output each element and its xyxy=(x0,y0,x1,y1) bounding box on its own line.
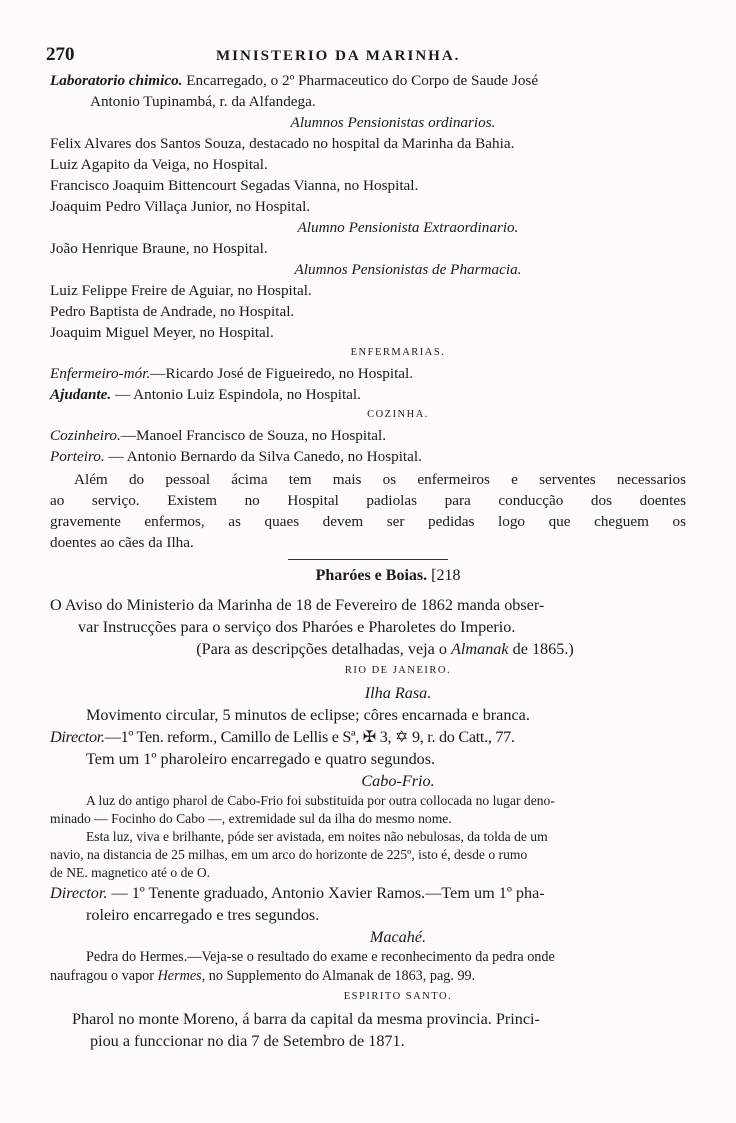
enfermeiro-mor-text: —Ricardo José de Figueiredo, no Hospital. xyxy=(150,365,414,382)
desc-almanak: Almanak xyxy=(451,640,509,658)
heading-rio-de-janeiro: RIO DE JANEIRO. xyxy=(344,665,452,676)
cabo-line: Esta luz, viva e brilhante, póde ser avistada, em noites não nebulosas, da tolda de um xyxy=(86,829,548,844)
macahe-line1: Pedra do Hermes.—Veja-se o resultado do exame e reconhecimento da pedra onde xyxy=(86,949,555,965)
enfermeiro-mor-lead: Enfermeiro-mór. xyxy=(50,365,151,382)
porteiro-lead: Porteiro. xyxy=(50,448,105,465)
rasa-director-text: —1º Ten. reform., Camillo de Lellis e Sª, ✠ 3, ✡ 9, r. do Catt., 77. xyxy=(104,728,515,746)
lab-line1: Encarregado, o 2º Pharmaceutico do Corpo de Saude José xyxy=(182,72,539,89)
heading-ilha-rasa: Ilha Rasa. xyxy=(364,684,432,702)
ajudante-entry xyxy=(50,384,686,405)
desc-a: (Para as descripções detalhadas, veja o xyxy=(196,640,452,658)
porteiro-text: — Antonio Bernardo da Silva Canedo, no Hospital. xyxy=(104,448,422,465)
macahe-line2 xyxy=(50,967,686,986)
descriptions-note xyxy=(50,638,686,660)
heading-pensionistas-ordinarios: Alumnos Pensionistas ordinarios. xyxy=(290,114,496,131)
section-title xyxy=(50,564,686,588)
lab-entry xyxy=(50,70,686,91)
paragraph-line: Além do pessoal ácima tem mais os enfermeiros e serventes necessarios xyxy=(74,471,686,488)
es-line2: piou a funccionar no dia 7 de Setembro de 1871. xyxy=(90,1032,405,1050)
cabo-line: de NE. magnetico até o de O. xyxy=(50,865,211,880)
paragraph-line: doentes ao cães da Ilha. xyxy=(50,534,194,551)
cabo-director xyxy=(50,882,686,904)
ajudante-text: — Antonio Luiz Espindola, no Hospital. xyxy=(111,386,361,403)
cabo-director-line2: roleiro encarregado e tres segundos. xyxy=(86,906,320,924)
page-header xyxy=(46,44,686,70)
lab-lead: Laboratorio chimico. xyxy=(50,72,183,89)
list-item: Francisco Joaquim Bittencourt Segadas Vianna, no Hospital. xyxy=(50,177,419,194)
cabo-director-lead: Director. xyxy=(50,884,108,902)
section-number: [218 xyxy=(427,567,461,584)
paragraph-line: ao serviço. Existem no Hospital padiolas para conducção dos doentes xyxy=(50,492,686,509)
list-item: Luiz Agapito da Veiga, no Hospital. xyxy=(50,156,268,173)
list-item: Felix Alvares dos Santos Souza, destacado no hospital da Marinha da Bahia. xyxy=(50,135,515,152)
lab-line2: Antonio Tupinambá, r. da Alfandega. xyxy=(90,93,316,110)
aviso-line2: var Instrucções para o serviço dos Pharóes e Pharoletes do Imperio. xyxy=(78,618,516,636)
mac2-a: naufragou o vapor xyxy=(50,968,158,984)
heading-macahe: Macahé. xyxy=(369,928,427,946)
ajudante-lead: Ajudante. xyxy=(50,386,112,403)
cozinheiro-lead: Cozinheiro. xyxy=(50,427,121,444)
rasa-movimento: Movimento circular, 5 minutos de eclipse; côres encarnada e branca. xyxy=(86,706,530,724)
rasa-director-lead: Director. xyxy=(50,728,105,746)
paragraph-line: gravemente enfermos, as quaes devem ser pedidas logo que cheguem os xyxy=(50,513,686,530)
rasa-tem: Tem um 1º pharoleiro encarregado e quatro segundos. xyxy=(86,750,436,768)
heading-enfermarias: ENFERMARIAS. xyxy=(350,347,446,358)
list-item: João Henrique Braune, no Hospital. xyxy=(50,240,268,257)
cabo-line: navio, na distancia de 25 milhas, em um arco do horizonte de 225º, isto é, desde o rumo xyxy=(50,847,528,862)
cabo-director-text: — 1º Tenente graduado, Antonio Xavier Ramos.—Tem um 1º pha- xyxy=(107,884,545,902)
cozinheiro-text: —Manoel Francisco de Souza, no Hospital. xyxy=(120,427,387,444)
cozinheiro-entry xyxy=(50,425,686,446)
page-number: 270 xyxy=(46,44,75,65)
heading-cabo-frio: Cabo-Frio. xyxy=(361,772,435,790)
running-title: MINISTERIO DA MARINHA. xyxy=(216,48,461,64)
cabo-line: minado — Focinho do Cabo —, extremidade sul da ilha do mesmo nome. xyxy=(50,811,452,826)
cabo-line: A luz do antigo pharol de Cabo-Frio foi substituida por outra collocada no lugar deno- xyxy=(86,793,555,808)
aviso-line1: O Aviso do Ministerio da Marinha de 18 de Fevereiro de 1862 manda obser- xyxy=(50,596,545,614)
mac2-c: no Supplemento do Almanak de 1863, pag. 99. xyxy=(205,968,476,984)
es-line1: Pharol no monte Moreno, á barra da capital da mesma provincia. Princi- xyxy=(72,1010,540,1028)
list-item: Joaquim Pedro Villaça Junior, no Hospital. xyxy=(50,198,311,215)
divider xyxy=(288,559,448,560)
desc-c: de 1865.) xyxy=(508,640,574,658)
section-title-text: Pharóes e Boias. xyxy=(315,567,428,584)
mac2-hermes: Hermes, xyxy=(157,968,206,984)
list-item: Joaquim Miguel Meyer, no Hospital. xyxy=(50,324,274,341)
heading-cozinha: COZINHA. xyxy=(367,409,429,420)
enfermeiro-mor-entry xyxy=(50,363,686,384)
porteiro-entry xyxy=(50,446,686,467)
heading-pensionistas-pharmacia: Alumnos Pensionistas de Pharmacia. xyxy=(294,261,522,278)
heading-espirito-santo: ESPIRITO SANTO. xyxy=(343,991,453,1002)
rasa-director xyxy=(50,726,686,748)
heading-pensionista-extraordinario: Alumno Pensionista Extraordinario. xyxy=(297,219,519,236)
list-item: Luiz Felippe Freire de Aguiar, no Hospital. xyxy=(50,282,312,299)
list-item: Pedro Baptista de Andrade, no Hospital. xyxy=(50,303,295,320)
